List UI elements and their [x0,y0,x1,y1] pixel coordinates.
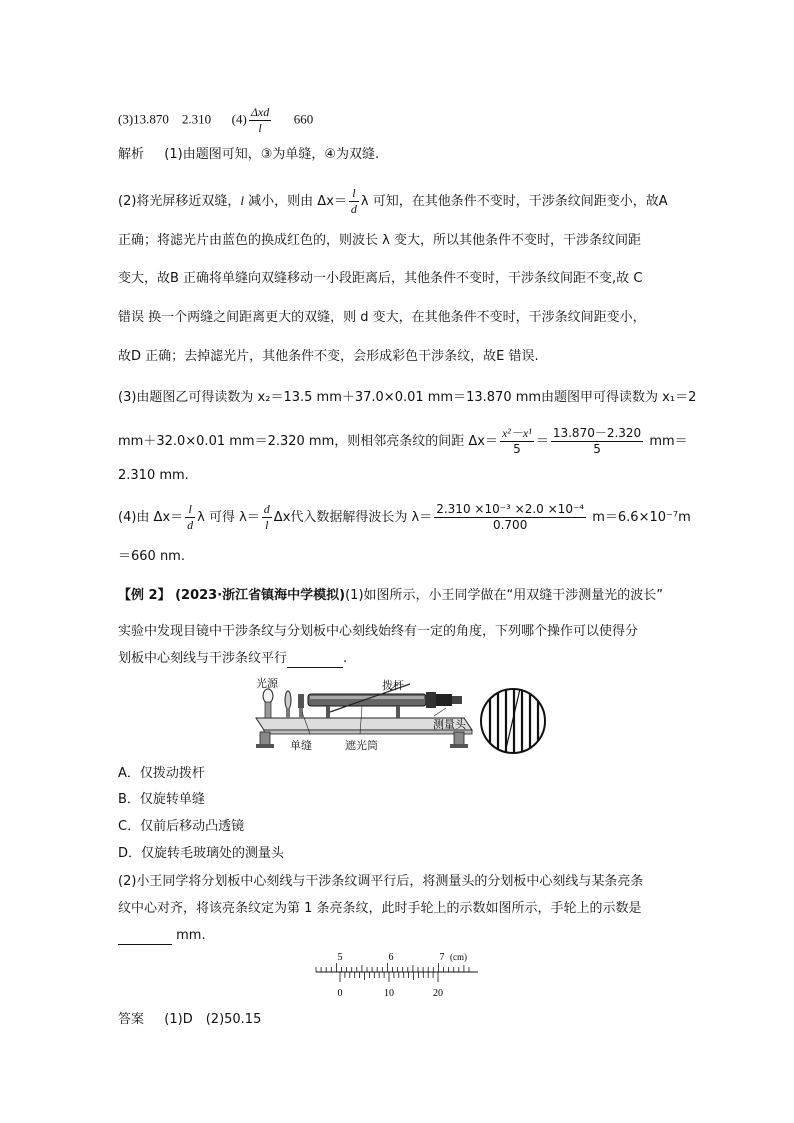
q2-line2: 纹中心对齐，将该亮条纹定为第 1 条亮条纹，此时手轮上的示数如图所示，手轮上的示数是 [118,901,642,916]
q2-line3 [118,927,206,945]
p3-equals: ＝ [535,434,549,449]
option-b[interactable]: B．仅旋转单缝 [118,792,205,807]
scale-unit: (cm) [450,952,467,962]
label-shade-tube: 遮光筒 [345,739,378,752]
analysis-p2-line3: 变大，故B 正确将单缝向双缝移动一小段距离后，其他条件不变时，干涉条纹间距不变,故 C [118,271,643,286]
p2-var-l: l [240,193,245,208]
analysis-p3-line3: 2.310 mm. [118,468,189,483]
p4-fraction-3: $\frac{\text{2.310 ×10⁻³ ×2.0 ×10⁻⁴}}{0.700}$ [436,502,585,532]
p4-fraction-1: $\frac{l}{d}$ [187,502,194,532]
analysis-p4-line2: ＝660 nm. [118,549,185,564]
analysis-p3-line2 [118,426,688,457]
p4-text-c: Δx代入数据解得波长为 λ＝ [273,510,433,525]
scale-vernier-20: 20 [433,988,443,999]
p2-text-b: 减小，则由 Δx＝ [244,194,347,209]
option-c[interactable]: C．仅前后移动凸透镜 [118,819,245,834]
p3-text-b: mm＝ [645,434,688,449]
scale-main-6: 6 [388,952,394,963]
prev-answer-value: 660 [293,111,314,127]
p2-fraction: $\frac{l}{d}$ [350,186,357,216]
answer-blank-1[interactable] [287,653,343,668]
analysis-p1-text: (1)由题图可知，③为单缝，④为双缝. [164,147,380,162]
scale-vernier-10: 10 [384,988,394,999]
example2-line1 [118,587,663,605]
option-d[interactable]: D．仅旋转毛玻璃处的测量头 [118,846,285,861]
q1-line3-text: 划板中心刻线与干涉条纹平行 [118,651,288,666]
prev-answer-line [118,105,313,136]
p3-text-a: mm＋32.0×0.01 mm＝2.320 mm，则相邻亮条纹的间距 Δx＝ [118,434,498,449]
p2-text-c: λ 可知，在其他条件不变时，干涉条纹间距变小，故A [360,194,668,209]
prev-answer-part3: (3)13.870 2.310 [118,111,212,127]
p3-fraction-1: $\frac{\text{x²－x¹}}{5}$ [501,426,532,456]
label-single-slit: 单缝 [290,739,312,752]
scale-main-5: 5 [337,952,343,963]
p2-text-a: (2)将光屏移近双缝， [118,194,241,209]
vernier-scale-figure [312,950,482,1000]
scale-vernier-0: 0 [337,988,343,999]
answer-line [118,1011,261,1029]
answer-label: 答案 [118,1012,145,1027]
label-lever: 拨杆 [382,679,404,692]
eyepiece-view-figure [478,686,548,756]
option-a[interactable]: A．仅拨动拨杆 [118,766,205,781]
p3-fraction-2: $\frac{13.870-2.320}{5}$ [552,426,642,456]
analysis-p4-line1 [118,502,691,533]
analysis-p2-line5: 故D 正确；去掉滤光片，其他条件不变，会形成彩色干涉条纹，故E 错误. [118,349,539,364]
scale-main-7: 7 [439,952,445,963]
q2-line1: (2)小王同学将分划板中心刻线与干涉条纹调平行后，将测量头的分划板中心刻线与某条亮条 [118,874,644,889]
answer-blank-2[interactable] [118,930,172,945]
q1-line3 [118,650,347,668]
label-light-source: 光源 [256,677,278,690]
analysis-label: 解析 [118,147,145,162]
prev-answer-part4-prefix: (4) [231,111,247,127]
analysis-p2-line4: 错误 换一个两缝之间距离更大的双缝，则 d 变大，在其他条件不变时，干涉条纹间距变小， [118,310,646,325]
p4-fraction-2: $\frac{d}{l}$ [263,502,270,532]
p4-text-b: λ 可得 λ＝ [197,510,260,525]
q1-line2: 实验中发现目镜中干涉条纹与分划板中心刻线始终有一定的角度，下列哪个操作可以使得分 [118,624,639,639]
p4-text-a: (4)由 Δx＝ [118,510,184,525]
label-measure-head: 测量头 [433,718,466,731]
p4-text-d: m＝6.6×10⁻⁷m [588,510,691,525]
analysis-p3-line1: (3)由题图乙可得读数为 x₂＝13.5 mm＋37.0×0.01 mm＝13.870 mm由题图甲可得读数为 x₁＝2 [118,390,697,405]
q1-line1-text: (1)如图所示，小王同学做在“用双缝干涉测量光的波长” [345,588,663,603]
analysis-p2-line2: 正确；将滤光片由蓝色的换成红色的，则波长 λ 变大，所以其他条件不变时，干涉条纹间距 [118,233,641,248]
analysis-p1 [118,146,379,164]
q1-end: . [343,651,348,666]
prev-answer-fraction: $\frac{\text{Δxd}}{l}$ [250,105,270,135]
q2-unit: mm. [172,928,206,943]
analysis-p2-line1 [118,186,668,217]
answer-text: (1)D (2)50.15 [164,1012,262,1027]
example2-head: 【例 2】 (2023·浙江省镇海中学模拟) [118,588,346,603]
